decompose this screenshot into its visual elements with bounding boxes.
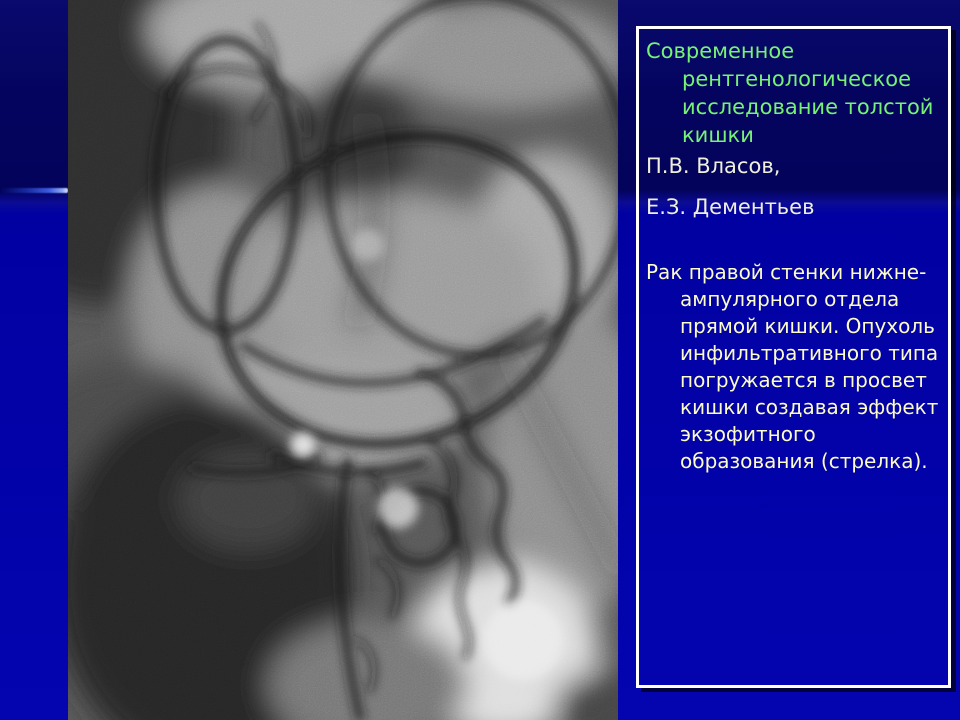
authors-block (646, 154, 943, 219)
author-name: Е.З. Дементьев (646, 195, 815, 219)
title-line: Современное (646, 39, 795, 63)
title-line: исследование толстой (682, 95, 934, 119)
caption-line: Рак правой стенки нижне- (646, 260, 927, 284)
text-panel (636, 26, 951, 688)
caption-line: инфильтративного типа (680, 341, 939, 365)
barium-enema-xray-image (68, 0, 618, 720)
accent-stripe (0, 188, 68, 193)
author-name: П.В. Власов, (646, 154, 781, 178)
caption-line: ампулярного отдела (680, 287, 900, 311)
caption-line: погружается в просвет (680, 368, 927, 392)
caption-line: образования (стрелка). (680, 449, 928, 473)
caption-line: кишки создавая эффект (680, 395, 939, 419)
title-line: рентгенологическое (682, 67, 912, 91)
caption-line: экзофитного (680, 422, 816, 446)
title-line: кишки (682, 123, 754, 147)
xray-graphic (68, 0, 618, 720)
slide-title (646, 37, 943, 149)
caption-line: прямой кишки. Опухоль (680, 314, 935, 338)
case-caption (646, 259, 943, 475)
